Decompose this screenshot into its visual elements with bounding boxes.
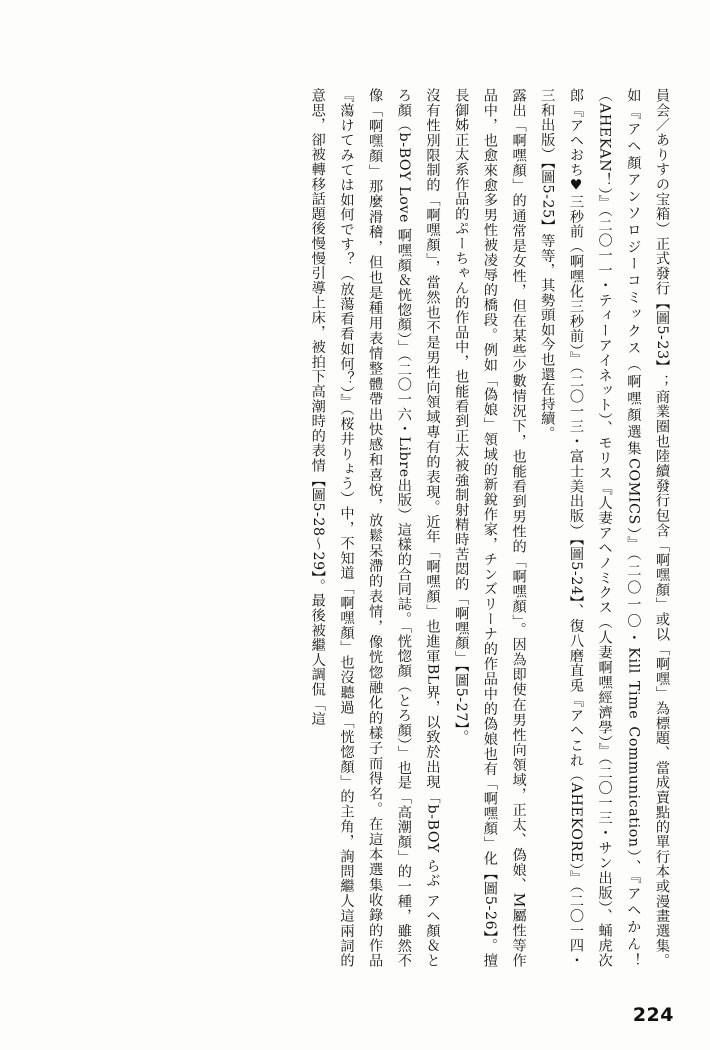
paragraph-3: 沒有性別限制的「啊嘿顏」，當然也不是男性向領域專有的表現。近年「啊嘿顏」也進軍BL界，以致於出現「b-BOY らぶ アヘ顏＆とろ顏（b-BOY Love 啊嘿顏＆恍惚顏）」（二〇一六・Libre出版）這樣的合同誌。「恍惚顏（とろ顏）」也是「高潮顏」的一種，雖然不像「啊嘿顏」那麼滑稽，但也是種用表情整體帶出快感和喜悅，放鬆呆滯的表情，像恍惚融化的樣子而得名。在這本選集收錄的作品『蕩けてみては如何です？（放蕩看看如何？）』（桜井りょう）中，不知道「啊嘿顏」也沒聽過「恍惚顏」的主角，詢問繼人這兩詞的意思，卻被轉移話題後慢慢引導上床，被拍下高潮時的表情【圖5-28～29】。最後被繼人調侃「這 — [309, 88, 441, 968]
page-body-text — [46, 88, 676, 968]
paragraph-2: 露出「啊嘿顏」的通常是女性，但在某些少數情況下，也能看到男性的「啊嘿顏」。因為即使在男性向領域，正太、偽娘、M屬性等作品中，也愈來愈多男性被凌辱的橋段。例如「偽娘」領域的新銳作家，チンズリーナ的作品中的偽娘也有「啊嘿顏」化【圖5-26】。擅長御姊正太系作品的ぷーちゃん的作品中，也能看到正太被強制射精時苦悶的「啊嘿顏」【圖5-27】。 — [453, 88, 527, 968]
paragraph-1: 員会／ありすの宝箱）正式發行【圖5-23】；商業圈也陸續發行包含「啊嘿顏」或以「啊嘿」為標題、當成賣點的單行本或漫畫選集。如『アヘ顏アンソロジーコミックス（啊嘿顏選集COMICS）』（二〇一〇・Kill Time Communication）、『アヘかん！（AHEKAN！）』（二〇一一・ティーアイネット）、モリス『人妻アヘノミクス（人妻啊嘿經濟學）』（二〇一三・サン出版）、蛹虎次郎『アヘおち♥三秒前（啊嘿化三秒前）』（二〇一三・富士美出版）【圖5-24】、復八磨直兎『アヘこれ（AHEKORE）』（二〇一四・三和出版）【圖5-25】等等，其勢頭如今也還在持續。 — [539, 88, 670, 968]
page-number: 224 — [632, 1004, 674, 1026]
